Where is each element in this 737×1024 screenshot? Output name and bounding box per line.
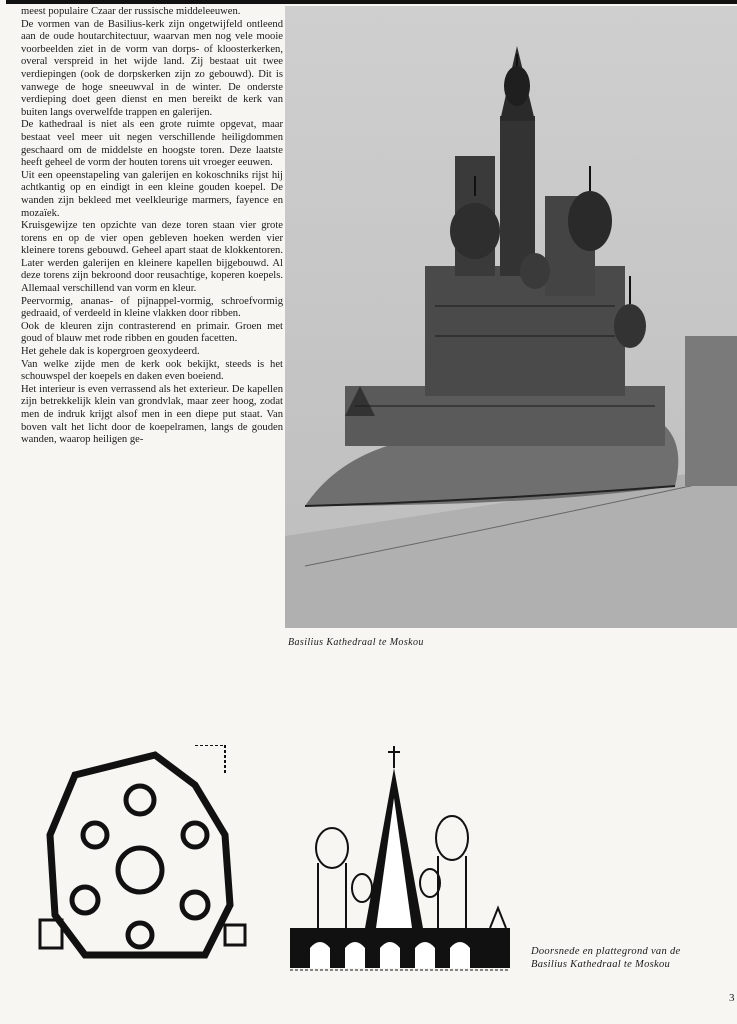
paragraph: Uit een opeenstapeling van galerijen en kokoschniks rijst hij achtkantig op en eindigt in een kleine gouden koepel. De wanden zijn bekleed met veelkleurige marmers, fayence en mozaïek.	[21, 169, 283, 219]
paragraph: Ook de kleuren zijn contrasterend en primair. Groen met goud of blauw met rode ribben en gouden facetten.	[21, 320, 283, 345]
paragraph: Het interieur is even verrassend als het exterieur. De kapellen zijn betrekkelijk klein van grondvlak, maar zeer hoog, zodat men de indruk krijgt alsof men in een diepe put staat. Van boven valt het licht door de koepelramen, langs de gouden wanden, waarop heiligen ge-	[21, 383, 283, 446]
cross-section-drawing	[290, 738, 510, 973]
paragraph: Het gehele dak is kopergroen geoxydeerd.	[21, 346, 200, 358]
top-rule	[6, 0, 737, 4]
drawings-caption-line: Basilius Kathedraal te Moskou	[531, 959, 671, 970]
drawings-caption-line: Doorsnede en plattegrond van de	[531, 946, 681, 957]
paragraph: De kathedraal is niet als een grote ruimte opgevat, maar bestaat veel meer uit negen verschillende heiligdommen geschaard om de middelste en hoogste toren. Deze laatste heeft geheel de vorm der houten torens uit vroeger eeuwen.	[21, 119, 283, 169]
paragraph: De vormen van de Basilius-kerk zijn ongetwijfeld ontleend aan de oude houtarchitectuur, waarvan men nog vele mooie voorbeelden ziet in de vorm van dorps- of kloosterkerken, overal verspreid in het wijde land. Zij bestaat uit twee verdiepingen (ook de dorpskerken zijn zo gebouwd). Dit is vanwege de hoge sneeuwval in de winter. De onderste verdieping doet geen dienst en men bereikt de kerk van buiten langs overwelfde trappen en galerijen.	[21, 18, 283, 118]
cathedral-illustration	[285, 6, 737, 628]
page-number: 3	[729, 992, 735, 1004]
photo-caption: Basilius Kathedraal te Moskou	[288, 637, 424, 648]
floor-plan-drawing	[35, 745, 250, 975]
cathedral-photo	[285, 6, 737, 628]
paragraph: meest populaire Czaar der russische middeleeuwen.	[21, 6, 241, 17]
text-column	[21, 6, 283, 447]
paragraph: Peervormig, ananas- of pijnappel-vormig, schroefvormig gedraaid, of verdeeld in kleine vlakken door ribben.	[21, 295, 283, 320]
drawings-caption	[531, 945, 731, 971]
paragraph: Kruisgewijze ten opzichte van deze toren staan vier grote torens en op de vier open gebleven hoeken werden vier kleinere torens gebouwd. Geheel apart staat de klokkentoren. Later werden galerijen en kleinere kapellen bijgebouwd. Al deze torens zijn bekroond door reusachtige, koperen koepels. Allemaal verschillend van vorm en kleur.	[21, 220, 283, 295]
paragraph: Van welke zijde men de kerk ook bekijkt, steeds is het schouwspel der koepels en daken even boeiend.	[21, 358, 283, 383]
